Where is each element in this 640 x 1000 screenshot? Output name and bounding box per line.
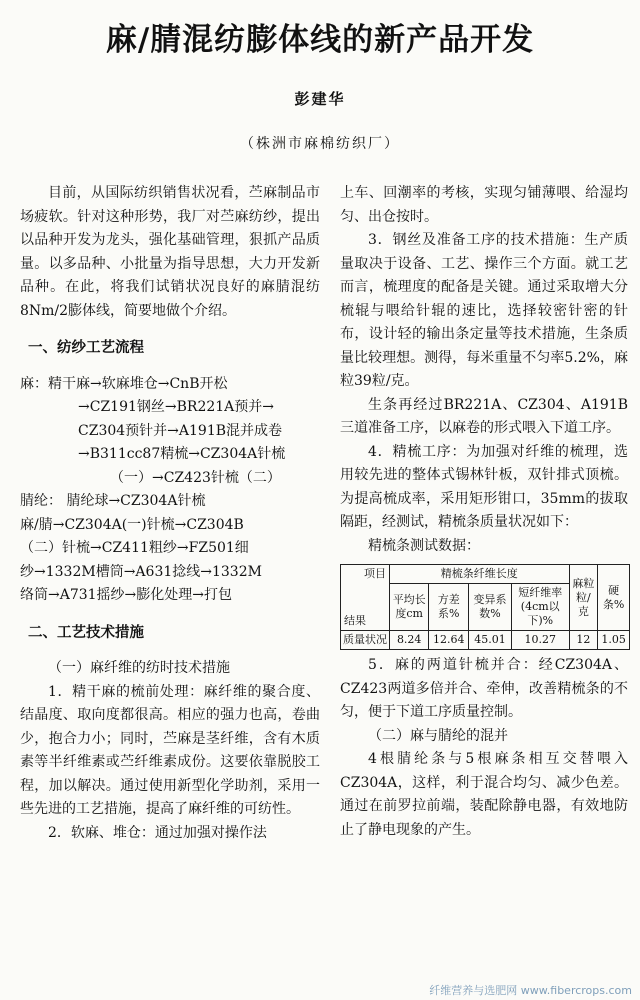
table-col-header: 变异系数% (469, 584, 512, 631)
flow-line: 络筒→A731摇纱→膨化处理→打包 (20, 587, 233, 603)
flow-line: →CZ191钢丝→BR221A预并→ (78, 399, 275, 415)
table-col-header: 麻粒粒/克 (569, 565, 598, 631)
paragraph-4: 4．精梳工序：为加强对纤维的梳理，选用较先进的整体式锡林针板，双针排式顶梳。为提高梳成率，采用矩形钳口，35mm的拔取隔距，经测试，精梳条质量状况如下： (340, 443, 628, 530)
table-cell: 45.01 (469, 631, 512, 650)
subsection-heading-1: （一）麻纤维的纺时技术措施 (48, 660, 230, 676)
right-column (340, 182, 628, 842)
paragraph-2-continued: 上车、回潮率的考核，实现匀铺薄喂、给湿均匀、出仓按时。 (340, 185, 628, 225)
site-watermark: 纤维营养与选肥网 www.fibercrops.com (429, 984, 632, 997)
table-cell: 12 (569, 631, 598, 650)
section-heading-2: 二、工艺技术措施 (28, 624, 144, 641)
table-row-label: 质量状况 (341, 631, 390, 650)
flow-line: CZ304预针并→A191B混并成卷 (78, 422, 283, 439)
flow-line: 麻/腈→CZ304A(一)针梳→CZ304B (20, 516, 244, 533)
flow-line: （二）针梳→CZ411粗纱→FZ501细 (20, 540, 249, 556)
table-col-header: 硬条% (598, 565, 630, 631)
sliver-test-table (340, 564, 630, 650)
table-group-header: 精梳条纤维长度 (390, 565, 570, 584)
table-col-header: 短纤维率(4cm以下)% (511, 584, 569, 631)
left-column (20, 182, 320, 845)
flow-line: （一）→CZ423针梳（二） (110, 469, 281, 486)
paragraph-1: 1．精干麻的梳前处理：麻纤维的聚合度、结晶度、取向度都很高。相应的强力也高，卷曲少，抱合力小；同时，苎麻是茎纤维，含有木质素等半纤维素或苎纤维素成份。这要依靠脱胶工程，加以解决。通过使用新型化学助剂，采用一些先进的工艺措施，提高了麻纤维的可纺性。 (20, 683, 320, 817)
subsection-heading-2: （二）麻与腈纶的混并 (368, 727, 508, 744)
table-cell: 1.05 (598, 631, 630, 650)
paragraph-5: 5．麻的两道针梳并合：经CZ304A、CZ423两道多倍并合、牵伸，改善精梳条的不匀，便于下道工序质量控制。 (340, 657, 628, 720)
article-title: 麻/腈混纺膨体线的新产品开发 (105, 22, 535, 58)
table-cell: 12.64 (429, 631, 469, 650)
flow-line: →B311cc87精梳→CZ304A针梳 (78, 446, 286, 462)
section-heading-1: 一、纺纱工艺流程 (28, 340, 144, 356)
flow-line: 麻：精干麻→软麻堆仓→CnB开松 (20, 375, 228, 392)
table-col-header: 平均长度cm (390, 584, 429, 631)
table-caption: 精梳条测试数据： (368, 537, 480, 554)
paragraph-3: 3．钢丝及准备工序的技术措施：生产质量取决于设备、工艺、操作三个方面。就工艺而言，梳理度的配备是关键。通过采取增大分梳辊与喂给针辊的速比，选择较密针密的针布，设计轻的输出条定量等技术措施，生条质量比较理想。测得，每米重量不匀率5.2%，麻粒39粒/克。 (340, 232, 628, 389)
paragraph-2: 2．软麻、堆仓：通过加强对操作法 (48, 824, 267, 841)
author-affiliation: （株洲市麻棉纺织厂） (240, 136, 400, 152)
flow-line: 腈纶： 腈纶球→CZ304A针梳 (20, 493, 206, 509)
flow-line: 纱→1332M槽筒→A631捻线→1332M (20, 563, 262, 580)
intro-paragraph: 目前，从国际纺织销售状况看，苎麻制品市场疲软。针对这种形势，我厂对苎麻纺纱，提出以品种开发为龙头，强化基础管理，狠抓产品质量。以多品种、小批量为指导思想，大力开发新品种。在此，将我们试销状况良好的麻腈混纺8Nm/2膨体线，简要地做个介绍。 (20, 185, 320, 319)
table-cell: 10.27 (511, 631, 569, 650)
paragraph-6: 4根腈纶条与5根麻条相互交替喂入CZ304A，这样，利于混合均匀、减少色差。通过在前罗拉前端，装配除静电器，有效地防止了静电现象的产生。 (340, 751, 628, 838)
table-corner-cell: 项目 结果 (341, 565, 390, 631)
table-cell: 8.24 (390, 631, 429, 650)
process-flow (20, 373, 320, 608)
author-name: 彭建华 (294, 90, 346, 108)
table-col-header: 方差系% (429, 584, 469, 631)
paragraph-3b: 生条再经过BR221A、CZ304、A191B三道准备工序，以麻卷的形式喂入下道工序。 (340, 396, 628, 436)
